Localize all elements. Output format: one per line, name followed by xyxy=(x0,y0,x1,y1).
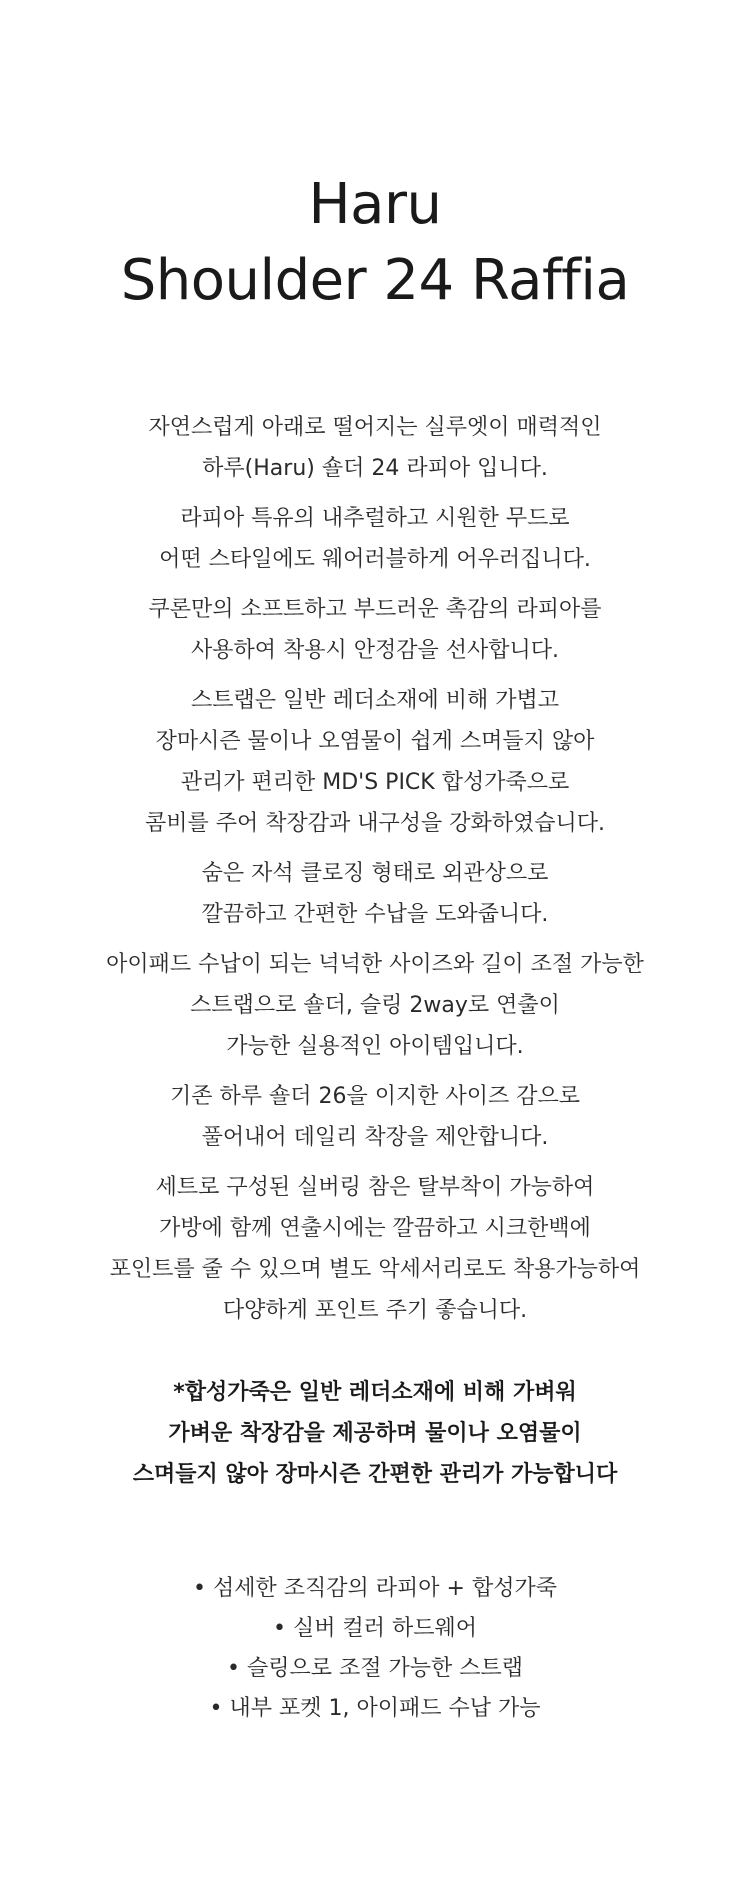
description-paragraph xyxy=(0,680,750,844)
description-line: 어떤 스타일에도 웨어러블하게 어우러집니다. xyxy=(159,547,591,572)
feature-item: • 섬세한 조직감의 라피아 + 합성가죽 xyxy=(193,1576,557,1601)
description-line: 스트랩으로 숄더, 슬링 2way로 연출이 xyxy=(190,993,560,1018)
description-paragraph xyxy=(0,498,750,580)
description-paragraph xyxy=(0,407,750,489)
description-paragraph xyxy=(0,944,750,1067)
product-title-line-1: Haru xyxy=(308,172,442,237)
product-title-line-2: Shoulder 24 Raffia xyxy=(120,248,630,313)
description-line: 풀어내어 데일리 착장을 제안합니다. xyxy=(201,1125,549,1150)
material-notice xyxy=(0,1372,750,1495)
notice-line: 가벼운 착장감을 제공하며 물이나 오염물이 xyxy=(168,1421,582,1446)
description-line: 장마시즌 물이나 오염물이 쉽게 스며들지 않아 xyxy=(155,729,595,754)
description-line: 기존 하루 숄더 26을 이지한 사이즈 감으로 xyxy=(170,1084,580,1109)
description-line: 가능한 실용적인 아이템입니다. xyxy=(226,1034,524,1059)
description-paragraph xyxy=(0,1076,750,1158)
feature-item: • 내부 포켓 1, 아이패드 수납 가능 xyxy=(209,1696,541,1721)
description-paragraph xyxy=(0,589,750,671)
description-line: 콤비를 주어 착장감과 내구성을 강화하였습니다. xyxy=(144,811,605,836)
description-line: 하루(Haru) 숄더 24 라피아 입니다. xyxy=(202,456,548,481)
feature-item: • 실버 컬러 하드웨어 xyxy=(273,1616,477,1641)
description-line: 라피아 특유의 내추럴하고 시원한 무드로 xyxy=(180,506,570,531)
description-line: 깔끔하고 간편한 수납을 도와줍니다. xyxy=(201,902,549,927)
feature-list xyxy=(0,1569,750,1729)
description-line: 포인트를 줄 수 있으며 별도 악세서리로도 착용가능하여 xyxy=(109,1257,641,1282)
notice-line: 스며들지 않아 장마시즌 간편한 관리가 가능합니다 xyxy=(132,1462,618,1487)
description-line: 가방에 함께 연출시에는 깔끔하고 시크한백에 xyxy=(159,1216,591,1241)
description-line: 관리가 편리한 MD'S PICK 합성가죽으로 xyxy=(180,770,570,795)
description-line: 사용하여 착용시 안정감을 선사합니다. xyxy=(190,638,559,663)
description-paragraph xyxy=(0,1167,750,1331)
description-line: 쿠론만의 소프트하고 부드러운 촉감의 라피아를 xyxy=(148,597,602,622)
description-paragraph xyxy=(0,853,750,935)
feature-item: • 슬링으로 조절 가능한 스트랩 xyxy=(227,1656,523,1681)
description-line: 자연스럽게 아래로 떨어지는 실루엣이 매력적인 xyxy=(148,415,602,440)
description-line: 다양하게 포인트 주기 좋습니다. xyxy=(222,1298,528,1323)
description-line: 세트로 구성된 실버링 참은 탈부착이 가능하여 xyxy=(155,1175,595,1200)
description-line: 스트랩은 일반 레더소재에 비해 가볍고 xyxy=(190,688,559,713)
description-line: 아이패드 수납이 되는 넉넉한 사이즈와 길이 조절 가능한 xyxy=(106,952,644,977)
description-line: 숨은 자석 클로징 형태로 외관상으로 xyxy=(201,861,549,886)
notice-line: *합성가죽은 일반 레더소재에 비해 가벼워 xyxy=(173,1380,577,1405)
